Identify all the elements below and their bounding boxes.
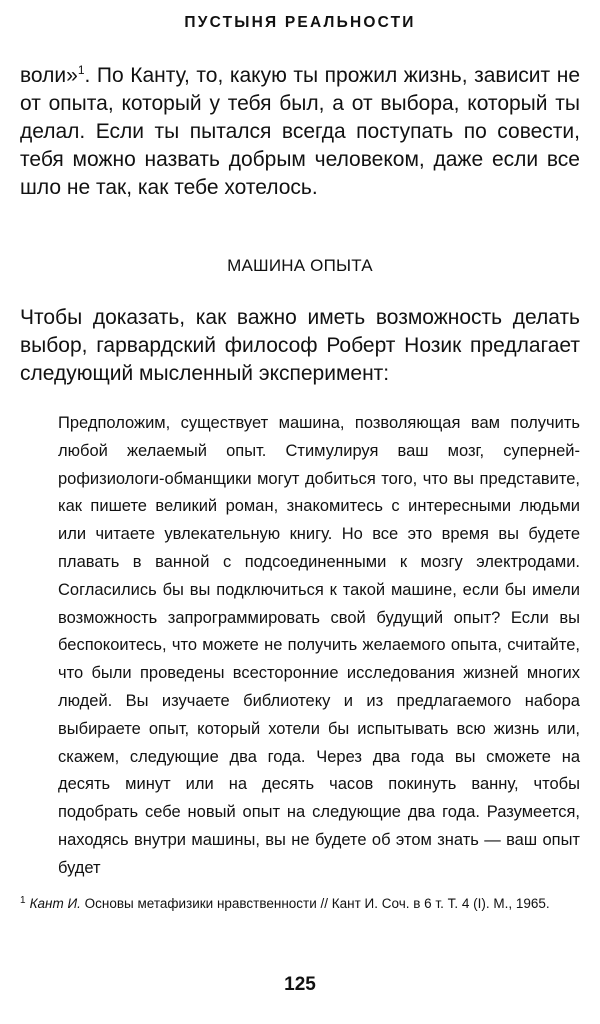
footnote-mark: 1 [20, 894, 26, 906]
footnote-text: Основы метафизики нравственности // Кант И. Соч. в 6 т. Т. 4 (I). М., 1965. [84, 896, 550, 911]
paragraph-1-text-before-note: воли» [20, 64, 78, 87]
paragraph-1 [20, 62, 580, 202]
section-title: МАШИНА ОПЫТА [227, 256, 373, 275]
page-number: 125 [284, 974, 316, 995]
block-quote: Предположим, существует машина, позволяющая вам получить любой желаемый опыт. Стимулируя ваш мозг, супернейрофизиологи-обманщики могут добиться того, что вы представите, как пишете великий роман, знакомитесь с интересными людьми или читаете увлекательную книгу. Но все это время вы будете плавать в ванной с подсоединенными к мозгу электродами. Согласились бы вы подключиться к такой машине, если бы имели возможность запрограммировать свой будущий опыт? Если вы беспокоитесь, что можете не получить желаемого опыта, считайте, что были проведены всесторонние исследования жизней многих людей. Вы изучаете библиотеку и из предлагаемого набора выбираете опыт, который хотели бы испытывать всю жизнь или, скажем, следующие два года. Через два года вы сможете на десять минут или на десять часов покинуть ванну, чтобы подобрать себе новый опыт на следующие два года. Разумеется, находясь внутри машины, вы не будете об этом знать — ваш опыт будет [58, 414, 580, 877]
paragraph-1-text-after-note: . По Канту, то, какую ты прожил жизнь, зависит не от опыта, который у тебя был, а от выбора, который ты делал. Если ты пытался всегда поступать по совести, тебя можно назвать добрым человеком, даже если все шло не так, как тебе хотелось. [20, 64, 580, 199]
running-head: ПУСТЫНЯ РЕАЛЬНОСТИ [184, 14, 416, 31]
footnote-author: Кант И. [29, 896, 81, 911]
footnote-reference: 1 [77, 63, 85, 77]
paragraph-2: Чтобы доказать, как важно иметь возможность делать выбор, гарвардский философ Роберт Нозик предлагает следующий мысленный эксперимент: [20, 306, 580, 385]
footnote [20, 894, 580, 914]
